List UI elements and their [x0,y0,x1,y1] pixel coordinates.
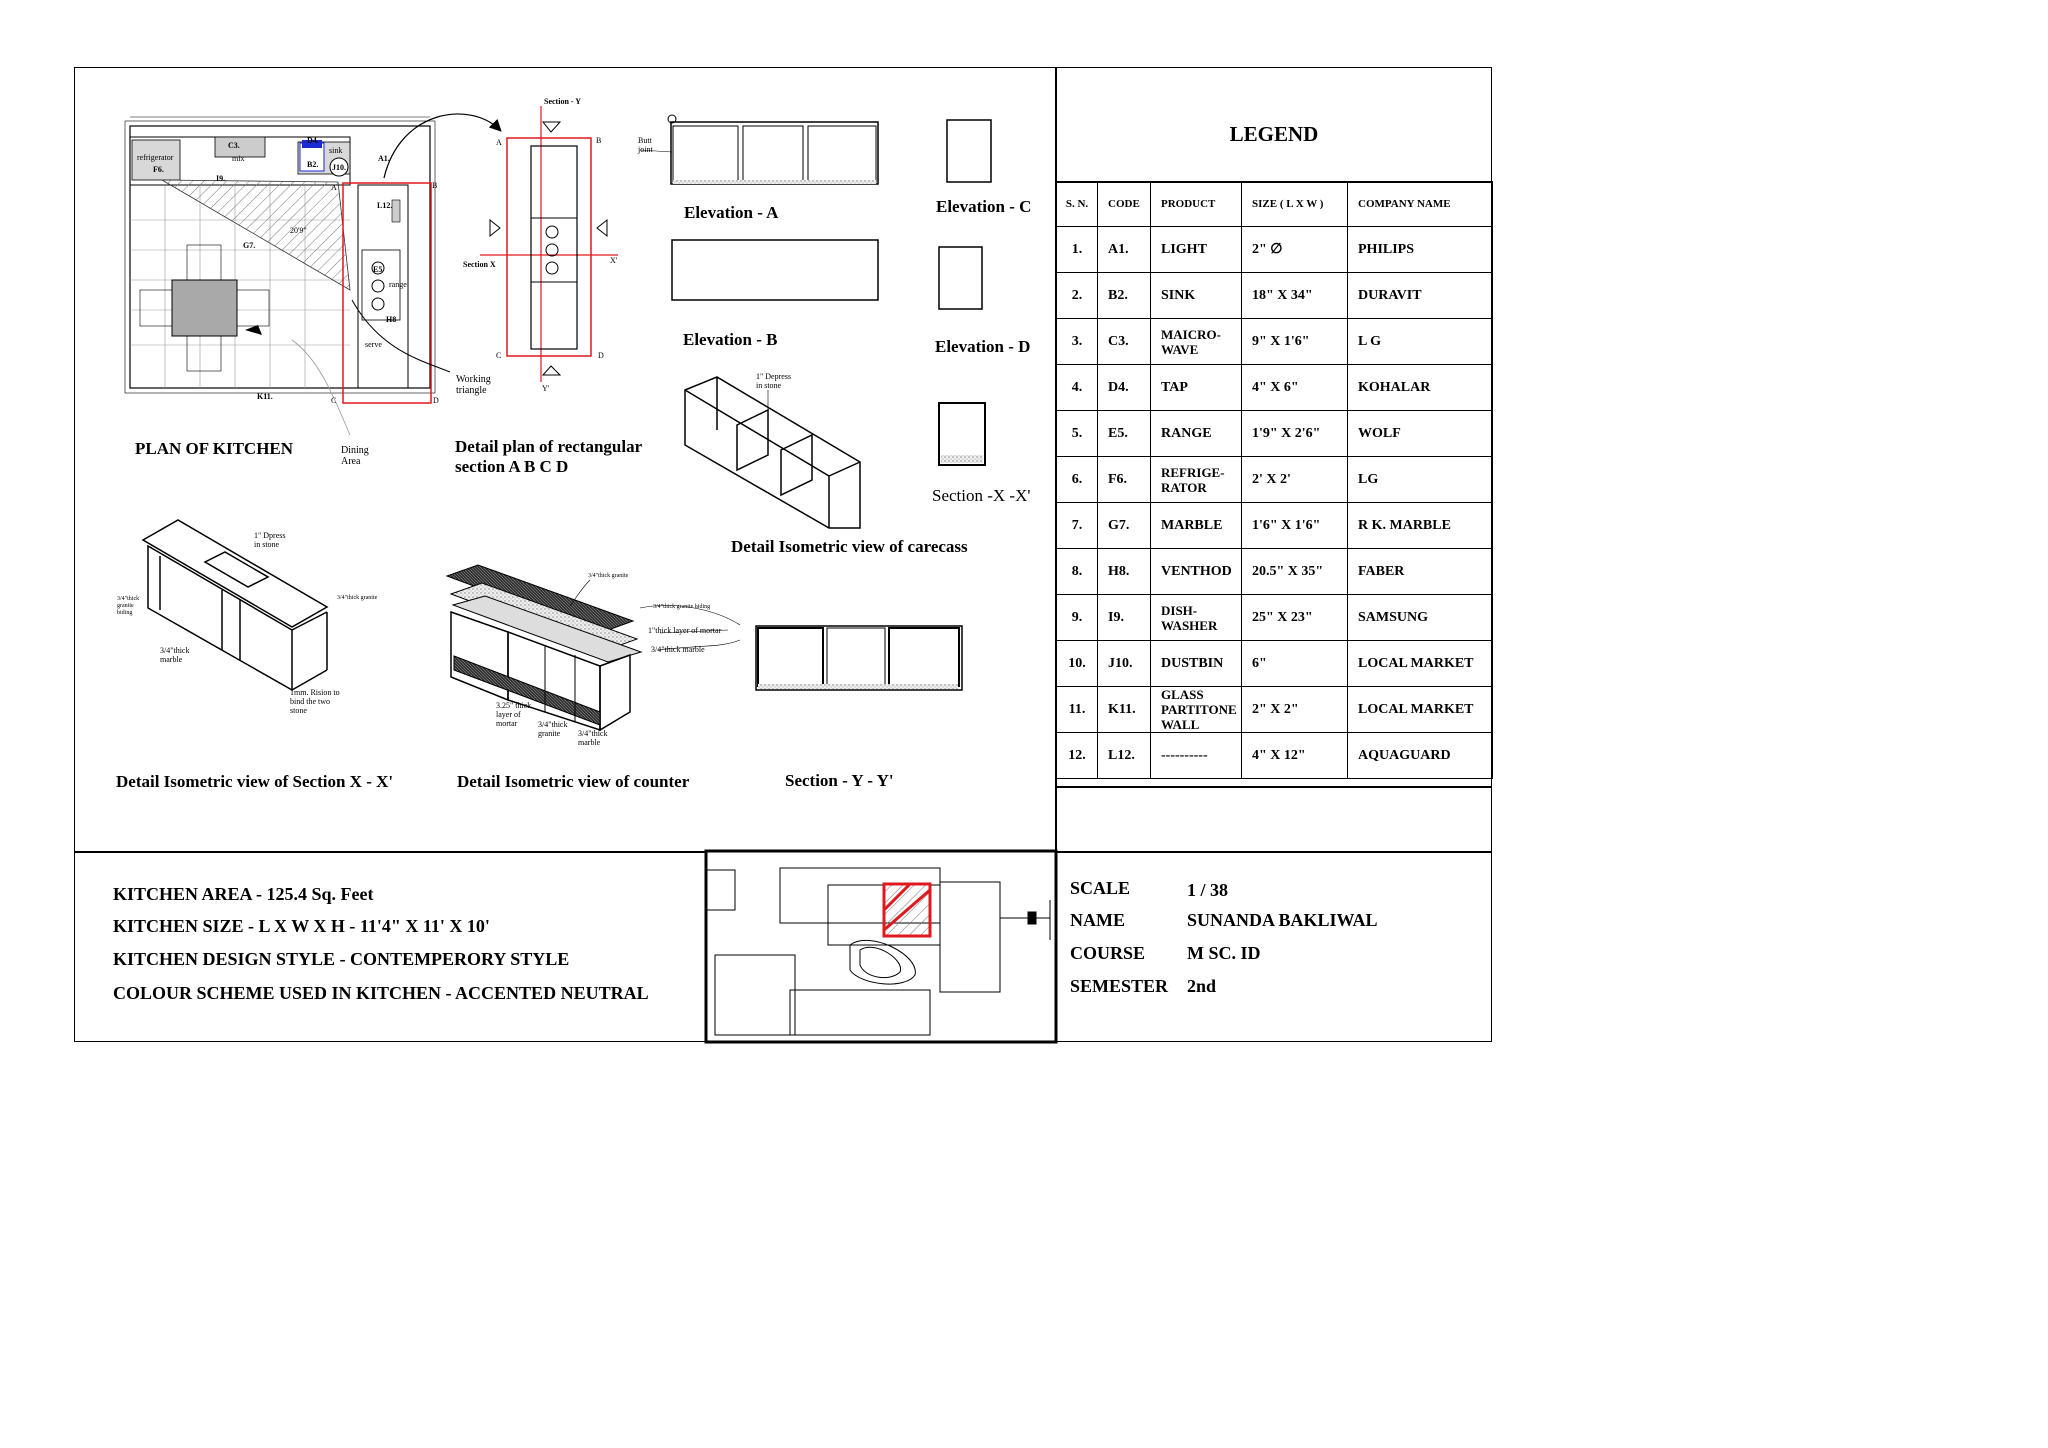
legend-cell-sn: 5. [1057,411,1098,457]
legend-cell-company: KOHALAR [1348,365,1493,411]
legend-header-company: COMPANY NAME [1348,182,1493,227]
legend-header-code: CODE [1098,182,1151,227]
legend-row [1057,687,1493,733]
legend-cell-size: 4" X 12" [1242,733,1348,779]
rision-label: 1mm. Rision to bind the two stone [290,688,340,715]
legend-cell-code: G7. [1098,503,1151,549]
counter-granite-top-label: 3/4"thick granite [588,573,629,579]
legend-cell-sn: 11. [1057,687,1098,733]
detail-corner-a: A [496,138,502,147]
legend-cell-code: L12. [1098,733,1151,779]
legend-cell-product: RANGE [1151,411,1242,457]
h8-label: H8 [386,315,397,324]
a1-label: A1. [378,154,390,163]
legend-cell-sn: 9. [1057,595,1098,641]
legend-cell-code: D4. [1098,365,1151,411]
semester-label: SEMESTER [1070,976,1169,996]
plan-corner-b: B [432,181,438,190]
legend-cell-product: REFRIGE- RATOR [1151,457,1242,503]
legend-cell-product: MARBLE [1151,503,1242,549]
legend-cell-company: SAMSUNG [1348,595,1493,641]
sink-label: sink [329,146,343,155]
legend-cell-company: WOLF [1348,411,1493,457]
elevation-c [947,120,991,182]
detail-corner-b: B [596,136,602,145]
diagonal-dimension: 20'9" [290,226,307,235]
legend-cell-code: A1. [1098,227,1151,273]
dpress-stone-label: 1" Dpress in stone [254,531,286,549]
legend-cell-size: 25" X 23" [1242,595,1348,641]
f6-label: F6. [153,165,164,174]
legend-cell-product: TAP [1151,365,1242,411]
detail-corner-d: D [598,351,604,360]
range-label: range [389,280,407,289]
legend-cell-sn: 6. [1057,457,1098,503]
colour-scheme-text: COLOUR SCHEME USED IN KITCHEN - ACCENTED NEUTRAL [113,983,649,1003]
legend-cell-size: 18" X 34" [1242,273,1348,319]
legend-cell-sn: 12. [1057,733,1098,779]
elevation-c-title: Elevation - C [936,197,1032,216]
iso-section-x-title: Detail Isometric view of Section X - X' [116,772,394,791]
counter-mortar-label: 1"thick layer of mortar [648,626,722,635]
legend-header-product: PRODUCT [1151,182,1242,227]
legend-row [1057,503,1493,549]
legend-row [1057,319,1493,365]
section-y-label: Section - Y [544,97,582,106]
legend-row [1057,595,1493,641]
plan-title: PLAN OF KITCHEN [135,439,294,458]
legend-cell-sn: 7. [1057,503,1098,549]
legend-cell-product: ---------- [1151,733,1242,779]
legend-cell-sn: 3. [1057,319,1098,365]
legend-cell-product: GLASS PARTITONE WALL [1151,687,1242,733]
j10-label: J10. [332,163,346,172]
legend-row [1057,641,1493,687]
legend-cell-code: I9. [1098,595,1151,641]
legend-cell-size: 9" X 1'6" [1242,319,1348,365]
elevation-d [939,247,982,309]
course-value: M SC. ID [1187,943,1261,963]
legend-cell-size: 1'9" X 2'6" [1242,411,1348,457]
detail-y-prime: Y' [542,384,550,393]
legend-cell-company: R K. MARBLE [1348,503,1493,549]
legend-cell-code: J10. [1098,641,1151,687]
k11-label: K11. [257,392,273,401]
elevation-a-title: Elevation - A [684,203,779,222]
legend-cell-company: DURAVIT [1348,273,1493,319]
legend-bottom-line [1055,786,1492,788]
i9-label: I9. [216,174,226,183]
legend-header-size: SIZE ( L X W ) [1242,182,1348,227]
iso-carcass [685,377,860,528]
serve-label: serve [365,340,382,349]
kitchen-area-text: KITCHEN AREA - 125.4 Sq. Feet [113,884,374,904]
legend-cell-code: E5. [1098,411,1151,457]
legend-cell-size: 2" X 2" [1242,687,1348,733]
legend-cell-company: L G [1348,319,1493,365]
legend-cell-code: F6. [1098,457,1151,503]
legend-cell-sn: 10. [1057,641,1098,687]
legend-cell-product: LIGHT [1151,227,1242,273]
refrigerator-label: refrigerator [137,153,174,162]
section-yy-drawing [756,626,962,690]
legend-row [1057,227,1493,273]
legend-cell-sn: 1. [1057,227,1098,273]
e5-label: E5 [373,265,383,274]
plan-corner-d: D [433,396,439,405]
detail-plan-abcd [480,106,618,382]
legend-cell-size: 2' X 2' [1242,457,1348,503]
legend-cell-product: SINK [1151,273,1242,319]
legend-cell-company: PHILIPS [1348,227,1493,273]
l12-label: L12. [377,201,393,210]
legend-cell-code: K11. [1098,687,1151,733]
section-yy-title: Section - Y - Y' [785,771,894,790]
legend-cell-company: FABER [1348,549,1493,595]
legend-header-sn: S. N. [1057,182,1098,227]
legend-cell-sn: 8. [1057,549,1098,595]
counter-granite-biding-label: 3/4"thick granite biding [653,604,711,610]
section-xx-title: Section -X -X' [932,486,1031,505]
iso-counter [447,565,641,730]
elevation-a [668,115,878,184]
legend-cell-size: 1'6" X 1'6" [1242,503,1348,549]
thick-granite-label: 3/4"thick granite [337,595,378,601]
name-label: NAME [1070,910,1125,930]
detail-plan-title: Detail plan of rectangular section A B C D [455,437,643,476]
counter-marble-label: 3/4"thick marble [651,645,705,654]
legend-cell-size: 6" [1242,641,1348,687]
legend-cell-code: B2. [1098,273,1151,319]
legend-title: LEGEND [1229,122,1319,146]
d4-label: D4. [307,136,319,145]
legend-cell-sn: 4. [1057,365,1098,411]
c3-label: C3. [228,141,240,150]
legend-table [1056,181,1493,779]
working-triangle-label: Working triangle [456,374,491,396]
legend-row [1057,457,1493,503]
dining-area-label: Dining Area [341,445,369,467]
scale-value: 1 / 38 [1187,880,1229,900]
legend-cell-size: 2" ∅ [1242,227,1348,273]
iso-carcass-title: Detail Isometric view of carecass [731,537,968,556]
legend-header-row [1057,182,1493,227]
legend-cell-company: LOCAL MARKET [1348,641,1493,687]
legend-cell-company: LG [1348,457,1493,503]
iso-section-x [143,520,327,690]
legend-row [1057,411,1493,457]
legend-cell-company: LOCAL MARKET [1348,687,1493,733]
legend-cell-code: C3. [1098,319,1151,365]
site-plan-thumbnail [705,851,1056,1042]
name-value: SUNANDA BAKLIWAL [1187,910,1378,930]
legend-cell-product: DUSTBIN [1151,641,1242,687]
legend-row [1057,733,1493,779]
kitchen-style-text: KITCHEN DESIGN STYLE - CONTEMPERORY STYLE [113,949,570,969]
kitchen-size-text: KITCHEN SIZE - L X W X H - 11'4" X 11' X 10' [113,916,490,936]
legend-cell-product: VENTHOD [1151,549,1242,595]
legend-cell-product: MAICRO- WAVE [1151,319,1242,365]
legend-cell-product: DISH- WASHER [1151,595,1242,641]
legend-cell-sn: 2. [1057,273,1098,319]
legend-cell-company: AQUAGUARD [1348,733,1493,779]
butt-joint-label: Butt joint [638,136,653,154]
scale-label: SCALE [1070,878,1131,898]
legend-cell-size: 20.5" X 35" [1242,549,1348,595]
semester-value: 2nd [1187,976,1217,996]
thick-marble-label: 3/4"thick marble [160,646,190,664]
plan-corner-a: A [331,183,337,192]
plan-corner-c: C [331,396,337,405]
iso-counter-title: Detail Isometric view of counter [457,772,690,791]
g7-label: G7. [243,241,256,250]
depress-stone-label: 1" Depress in stone [756,372,792,390]
b2-label: B2. [307,160,319,169]
elevation-b-title: Elevation - B [683,330,778,349]
detail-x-prime: X' [610,256,618,265]
counter-marble-bottom-label: 3/4"thick marble [578,729,608,747]
section-xx-drawing [939,403,985,465]
legend-row [1057,549,1493,595]
detail-corner-c: C [496,351,502,360]
counter-mortar-325-label: 3.25" thick layer of mortar [496,701,532,728]
elevation-b [672,240,878,300]
section-x-label: Section X [463,260,496,269]
counter-granite-bottom-label: 3/4"thick granite [538,720,568,738]
mix-label: mix [232,154,245,163]
legend-cell-code: H8. [1098,549,1151,595]
elevation-d-title: Elevation - D [935,337,1031,356]
legend-cell-size: 4" X 6" [1242,365,1348,411]
granite-biding-label: 3/4"thick granite biding [117,596,140,616]
course-label: COURSE [1070,943,1146,963]
legend-row [1057,365,1493,411]
legend-row [1057,273,1493,319]
